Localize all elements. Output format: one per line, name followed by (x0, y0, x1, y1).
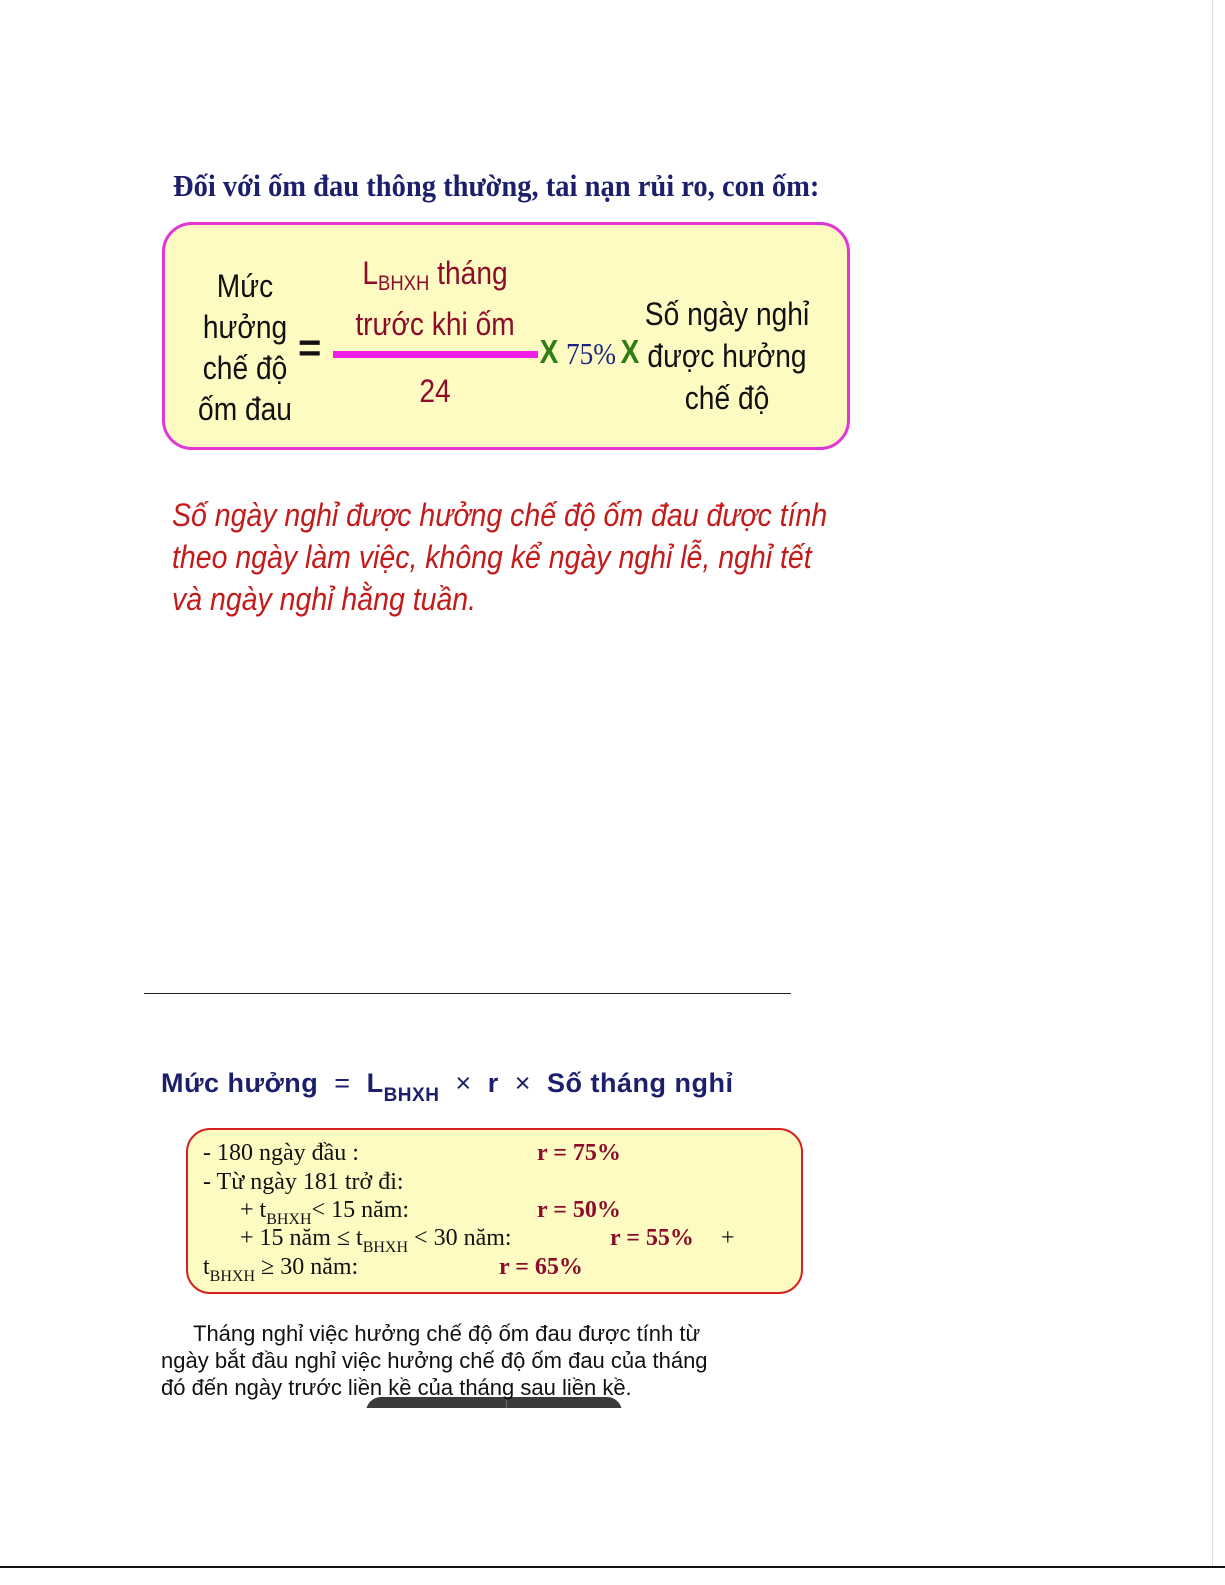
formula-times-2: × (514, 1068, 531, 1098)
formula-left-line: chế độ (202, 350, 288, 386)
formula-right-line: được hưởng (647, 338, 807, 374)
formula-r: r (487, 1068, 499, 1098)
formula-right-term (643, 293, 810, 419)
section2-note (161, 1320, 841, 1401)
formula-L: L (366, 1068, 384, 1098)
rule-line-5-subscript: BHXH (209, 1268, 256, 1285)
formula-right-line: Số ngày nghỉ (644, 296, 810, 332)
rule-line-5-label (203, 1254, 358, 1286)
page-bottom-edge (0, 1566, 1225, 1568)
rule-line-3-subscript: BHXH (266, 1211, 312, 1228)
formula-L-subscript: BHXH (383, 1085, 440, 1106)
numerator-subscript: BHXH (378, 272, 430, 295)
formula-right-line: chế độ (684, 380, 770, 416)
rule-line-4-subscript: BHXH (362, 1239, 409, 1256)
page-right-edge (1212, 0, 1213, 1567)
rule-line-5-prefix: t (203, 1254, 210, 1280)
section1-note: Số ngày nghỉ được hưởng chế độ ốm đau được tính theo ngày làm việc, không kể ngày nghỉ lễ, nghỉ tết và ngày nghỉ hằng tuần. (172, 497, 828, 617)
rule-line-3-suffix: < 15 năm: (311, 1197, 410, 1223)
formula-numerator (343, 253, 528, 345)
section1-heading: Đối với ốm đau thông thường, tai nạn rủi ro, con ốm: (173, 168, 820, 203)
rule-line-2-label: - Từ ngày 181 trở đi: (203, 1169, 404, 1195)
rule-line-4-prefix: + 15 năm ≤ t (240, 1225, 363, 1251)
rule-line-4-suffix: < 30 năm: (408, 1225, 512, 1251)
page-clip (0, 1408, 1225, 1448)
rule-line-1-label: - 180 ngày đầu : (203, 1140, 359, 1166)
fraction-bar (333, 351, 538, 358)
formula-denominator: 24 (419, 373, 451, 409)
formula-rhs: Số tháng nghỉ (547, 1068, 734, 1098)
formula-left-term (188, 266, 302, 430)
note-line: ngày bắt đầu nghỉ việc hưởng chế độ ốm đau của tháng (161, 1348, 708, 1373)
numerator-line2: trước khi ốm (355, 306, 515, 342)
formula-left-line: Mức (216, 268, 274, 304)
formula-equals-sign: = (298, 326, 322, 370)
benefit-formula (161, 1068, 733, 1107)
rule-line-5-value: r = 65% (499, 1254, 583, 1280)
numerator-L: L (362, 255, 379, 291)
rule-line-4-label (240, 1225, 512, 1257)
section-divider (144, 993, 791, 994)
numerator-month: tháng (429, 255, 508, 291)
formula-lhs: Mức hưởng (161, 1068, 319, 1098)
rule-line-4-value: r = 55% (610, 1225, 694, 1251)
rule-line-3-value: r = 50% (537, 1197, 621, 1223)
formula-left-line: hưởng (202, 309, 288, 345)
formula-eq: = (334, 1068, 351, 1098)
rule-line-5-suffix: ≥ 30 năm: (255, 1254, 359, 1280)
formula-left-line: ốm đau (198, 391, 292, 427)
rule-line-1-value: r = 75% (537, 1140, 621, 1166)
multiply-sign-2: X (620, 333, 640, 370)
note-line: đó đến ngày trước liền kề của tháng sau liền kề. (161, 1375, 632, 1400)
rule-line-3-prefix: + t (240, 1197, 267, 1223)
multiply-sign-1: X (539, 333, 559, 370)
formula-percent: 75% (566, 336, 617, 371)
rule-line-4-tail: + (721, 1225, 735, 1251)
note-line: Tháng nghỉ việc hưởng chế độ ốm đau được tính từ (193, 1321, 701, 1346)
formula-times-1: × (455, 1068, 472, 1098)
